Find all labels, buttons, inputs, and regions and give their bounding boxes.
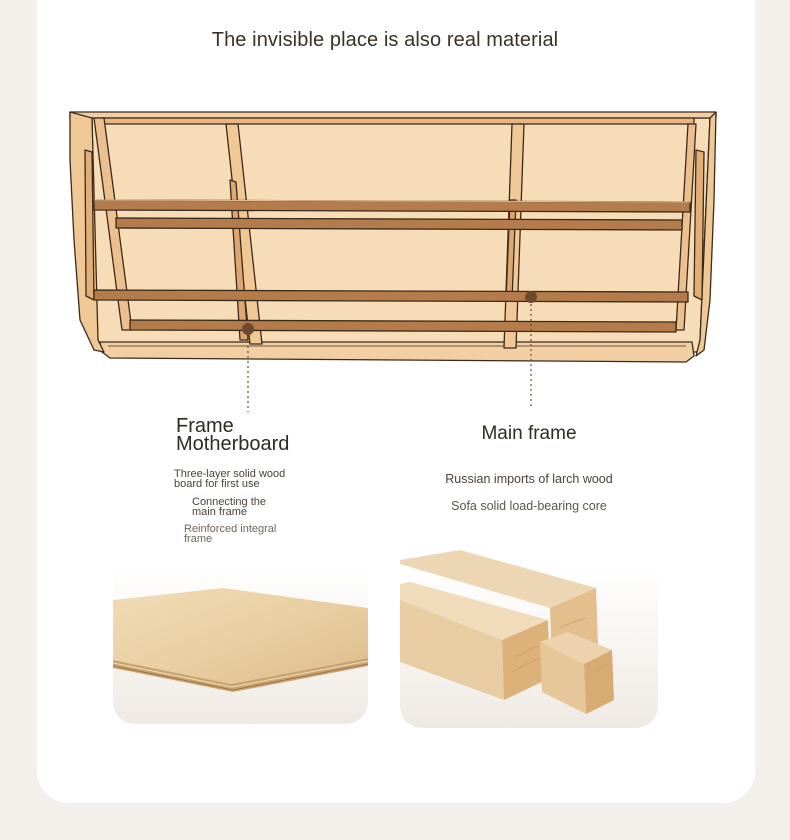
frame-motherboard-heading: Frame Motherboard	[176, 415, 290, 455]
main-frame-heading: Main frame	[481, 423, 577, 444]
feature-larch-wood: Russian imports of larch wood	[445, 472, 613, 486]
feature-load-bearing-core: Sofa solid load-bearing core	[451, 499, 607, 513]
feature-reinforced: Reinforced integral frame	[184, 523, 277, 545]
feature-connecting: Connecting the main frame	[192, 496, 266, 518]
page-title: The invisible place is also real material	[211, 29, 559, 51]
feature-three-layer: Three-layer solid wood board for first use	[174, 468, 286, 490]
marker-dot-motherboard	[242, 323, 254, 335]
marker-dot-main-frame	[525, 291, 537, 303]
